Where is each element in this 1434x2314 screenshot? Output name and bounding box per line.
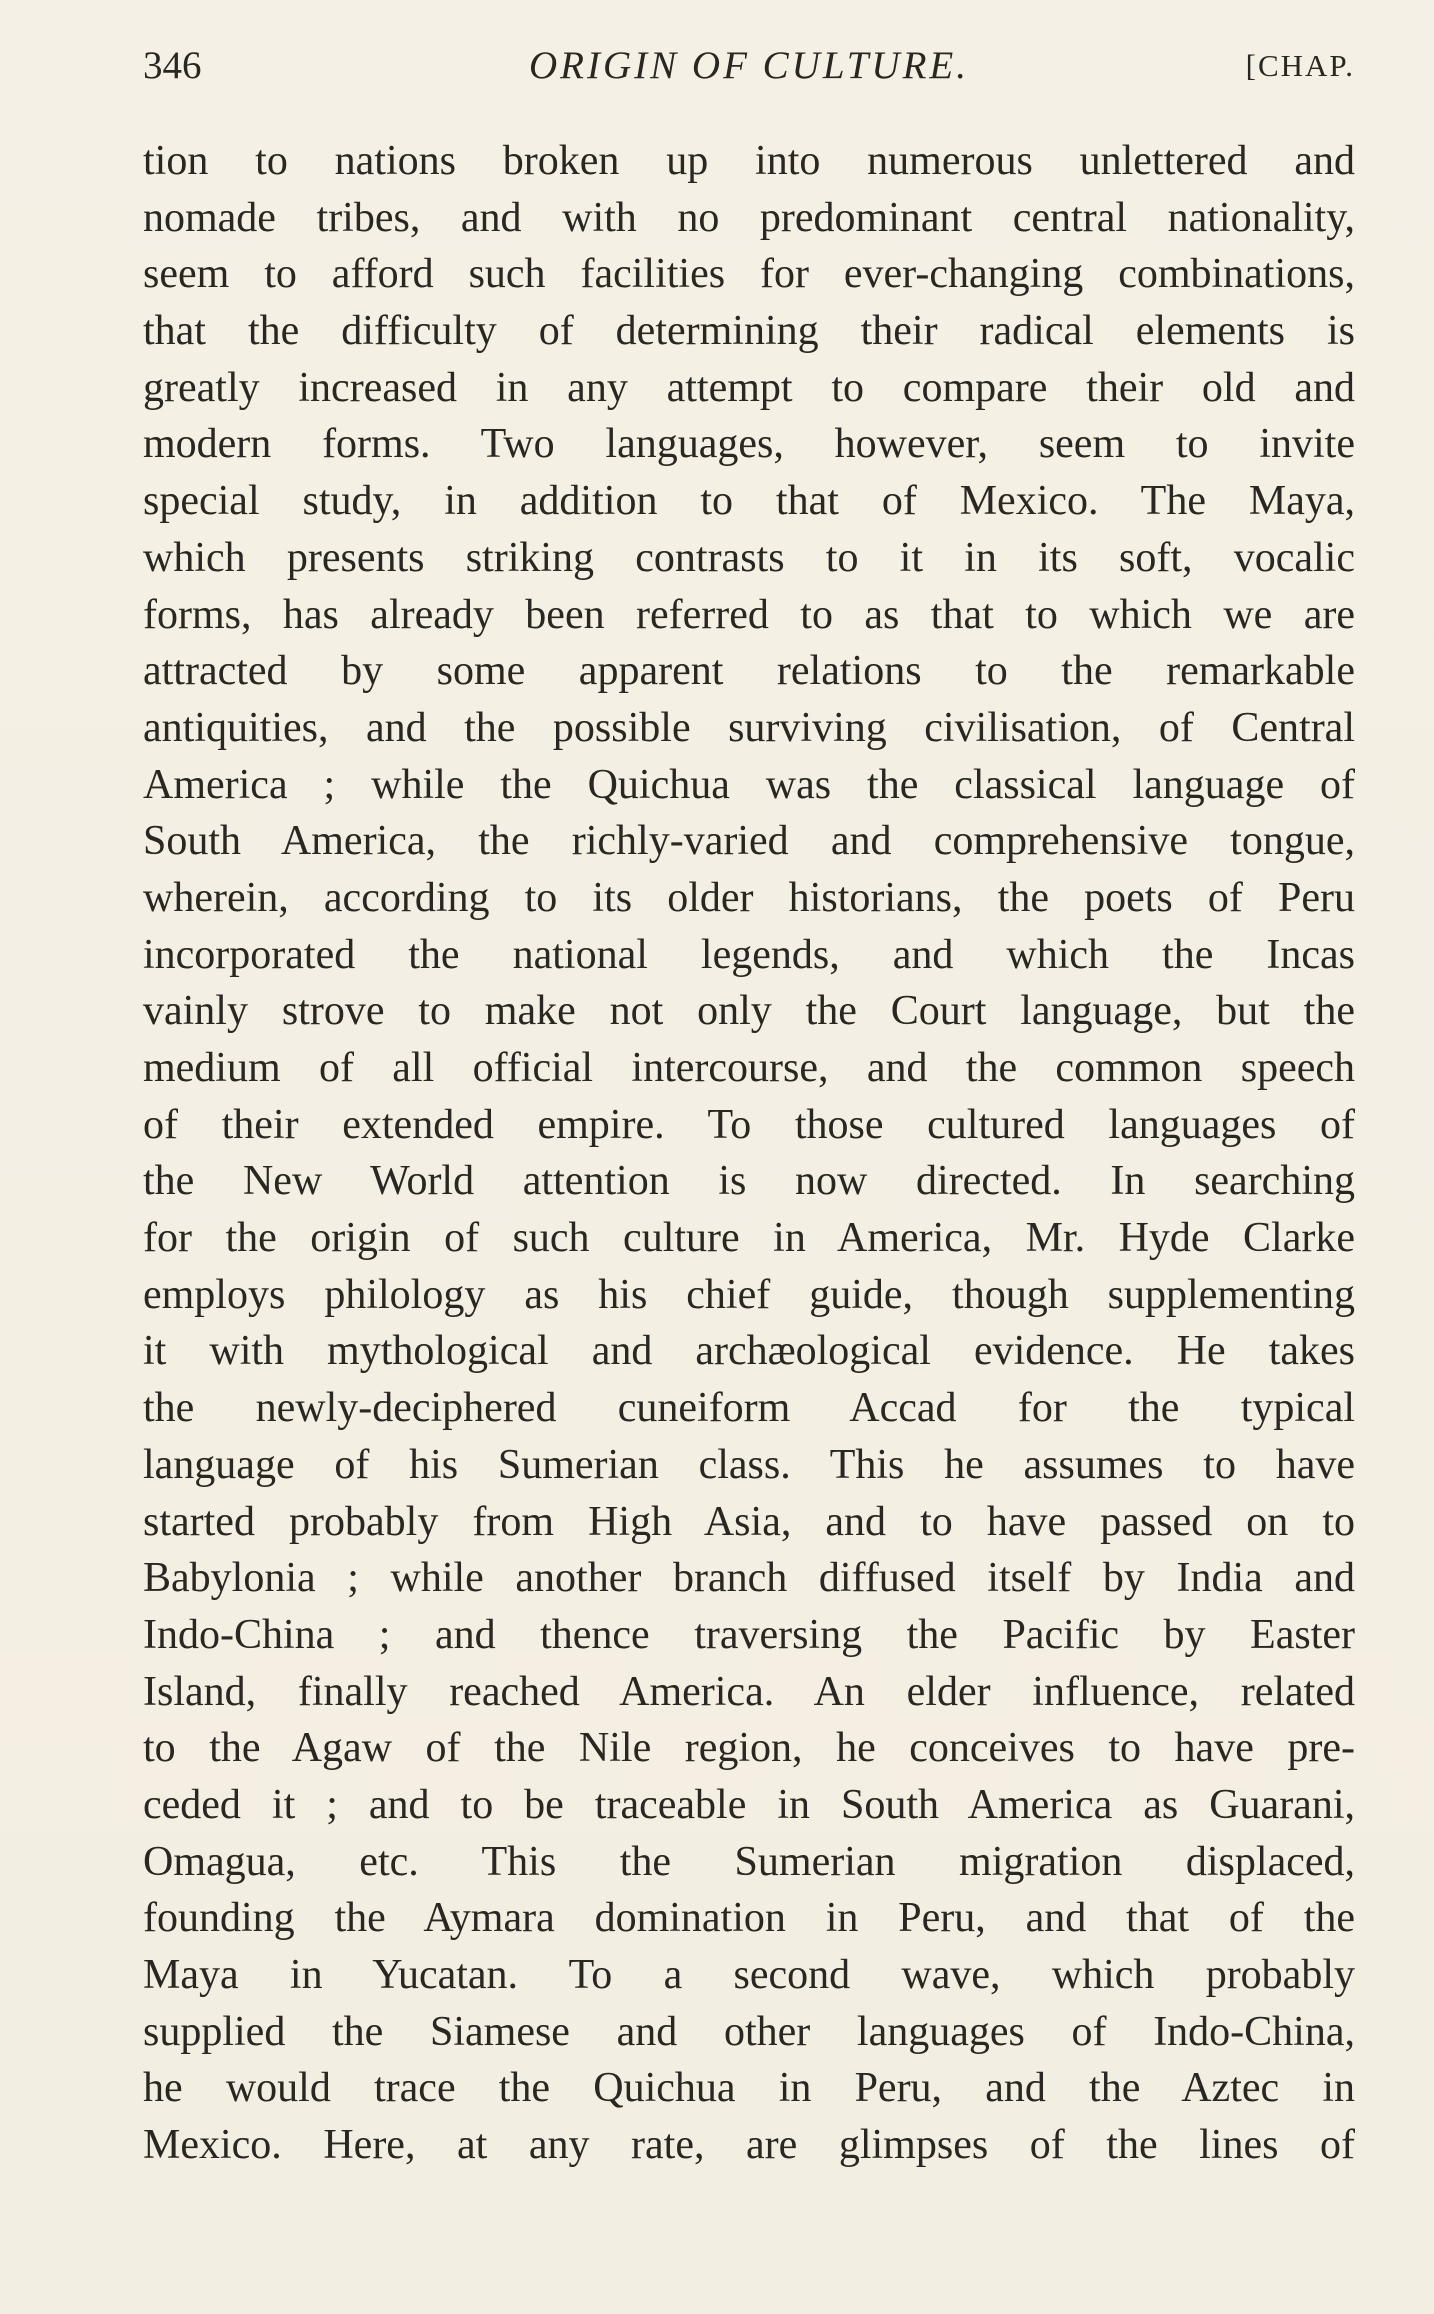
text-line: nomade tribes, and with no predominant central nationality,	[143, 194, 1355, 241]
running-title: ORIGIN OF CULTURE.	[529, 44, 969, 87]
text-line: employs philology as his chief guide, though supplementing	[143, 1271, 1355, 1318]
text-line: supplied the Siamese and other languages of Indo-China,	[143, 2008, 1355, 2055]
text-line: Babylonia ; while another branch diffused itself by India and	[143, 1555, 1355, 1602]
text-line: seem to afford such facilities for ever-changing combinations,	[143, 251, 1355, 298]
text-line: started probably from High Asia, and to have passed on to	[143, 1498, 1355, 1545]
text-line: antiquities, and the possible surviving civilisation, of Central	[143, 704, 1355, 751]
text-line: the newly-deciphered cuneiform Accad for the typical	[143, 1385, 1355, 1432]
text-line: forms, has already been referred to as that to which we are	[143, 591, 1355, 638]
text-line: modern forms. Two languages, however, seem to invite	[143, 421, 1355, 468]
text-line: Mexico. Here, at any rate, are glimpses of the lines of	[143, 2122, 1355, 2169]
text-line: it with mythological and archæological evidence. He takes	[143, 1328, 1355, 1375]
page-number: 346	[143, 44, 202, 87]
text-line: language of his Sumerian class. This he assumes to have	[143, 1441, 1355, 1488]
text-line: of their extended empire. To those cultured languages of	[143, 1101, 1355, 1148]
text-line: tion to nations broken up into numerous unlettered and	[143, 138, 1355, 184]
text-line: Indo-China ; and thence traversing the Pacific by Easter	[143, 1611, 1355, 1658]
text-line: incorporated the national legends, and which the Incas	[143, 931, 1355, 978]
text-line: South America, the richly-varied and comprehensive tongue,	[143, 818, 1355, 865]
text-line: he would trace the Quichua in Peru, and the Aztec in	[143, 2065, 1355, 2112]
text-line: Island, finally reached America. An elder influence, related	[143, 1668, 1355, 1715]
text-line: Maya in Yucatan. To a second wave, which probably	[143, 1952, 1355, 1998]
text-line: attracted by some apparent relations to the remarkable	[143, 648, 1355, 695]
chapter-mark: [CHAP.	[1245, 48, 1355, 83]
text-line: the New World attention is now directed. In searching	[143, 1158, 1355, 1205]
text-line: America ; while the Quichua was the classical language of	[143, 761, 1355, 808]
text-line: special study, in addition to that of Mexico. The Maya,	[143, 478, 1355, 525]
text-line: that the difficulty of determining their radical elements is	[143, 308, 1355, 355]
text-line: which presents striking contrasts to it in its soft, vocalic	[143, 534, 1355, 581]
body-text	[143, 133, 1355, 2174]
text-line: medium of all official intercourse, and the common speech	[143, 1045, 1355, 1091]
text-line: ceded it ; and to be traceable in South America as Guarani,	[143, 1781, 1355, 1828]
text-line: greatly increased in any attempt to compare their old and	[143, 364, 1355, 411]
text-line: Omagua, etc. This the Sumerian migration displaced,	[143, 1838, 1355, 1885]
text-line: to the Agaw of the Nile region, he conceives to have pre-	[143, 1725, 1355, 1772]
text-line: founding the Aymara domination in Peru, and that of the	[143, 1895, 1355, 1942]
text-line: for the origin of such culture in America, Mr. Hyde Clarke	[143, 1215, 1355, 1262]
running-head	[143, 38, 1355, 94]
text-line: vainly strove to make not only the Court language, but the	[143, 988, 1355, 1035]
text-line: wherein, according to its older historians, the poets of Peru	[143, 874, 1355, 921]
